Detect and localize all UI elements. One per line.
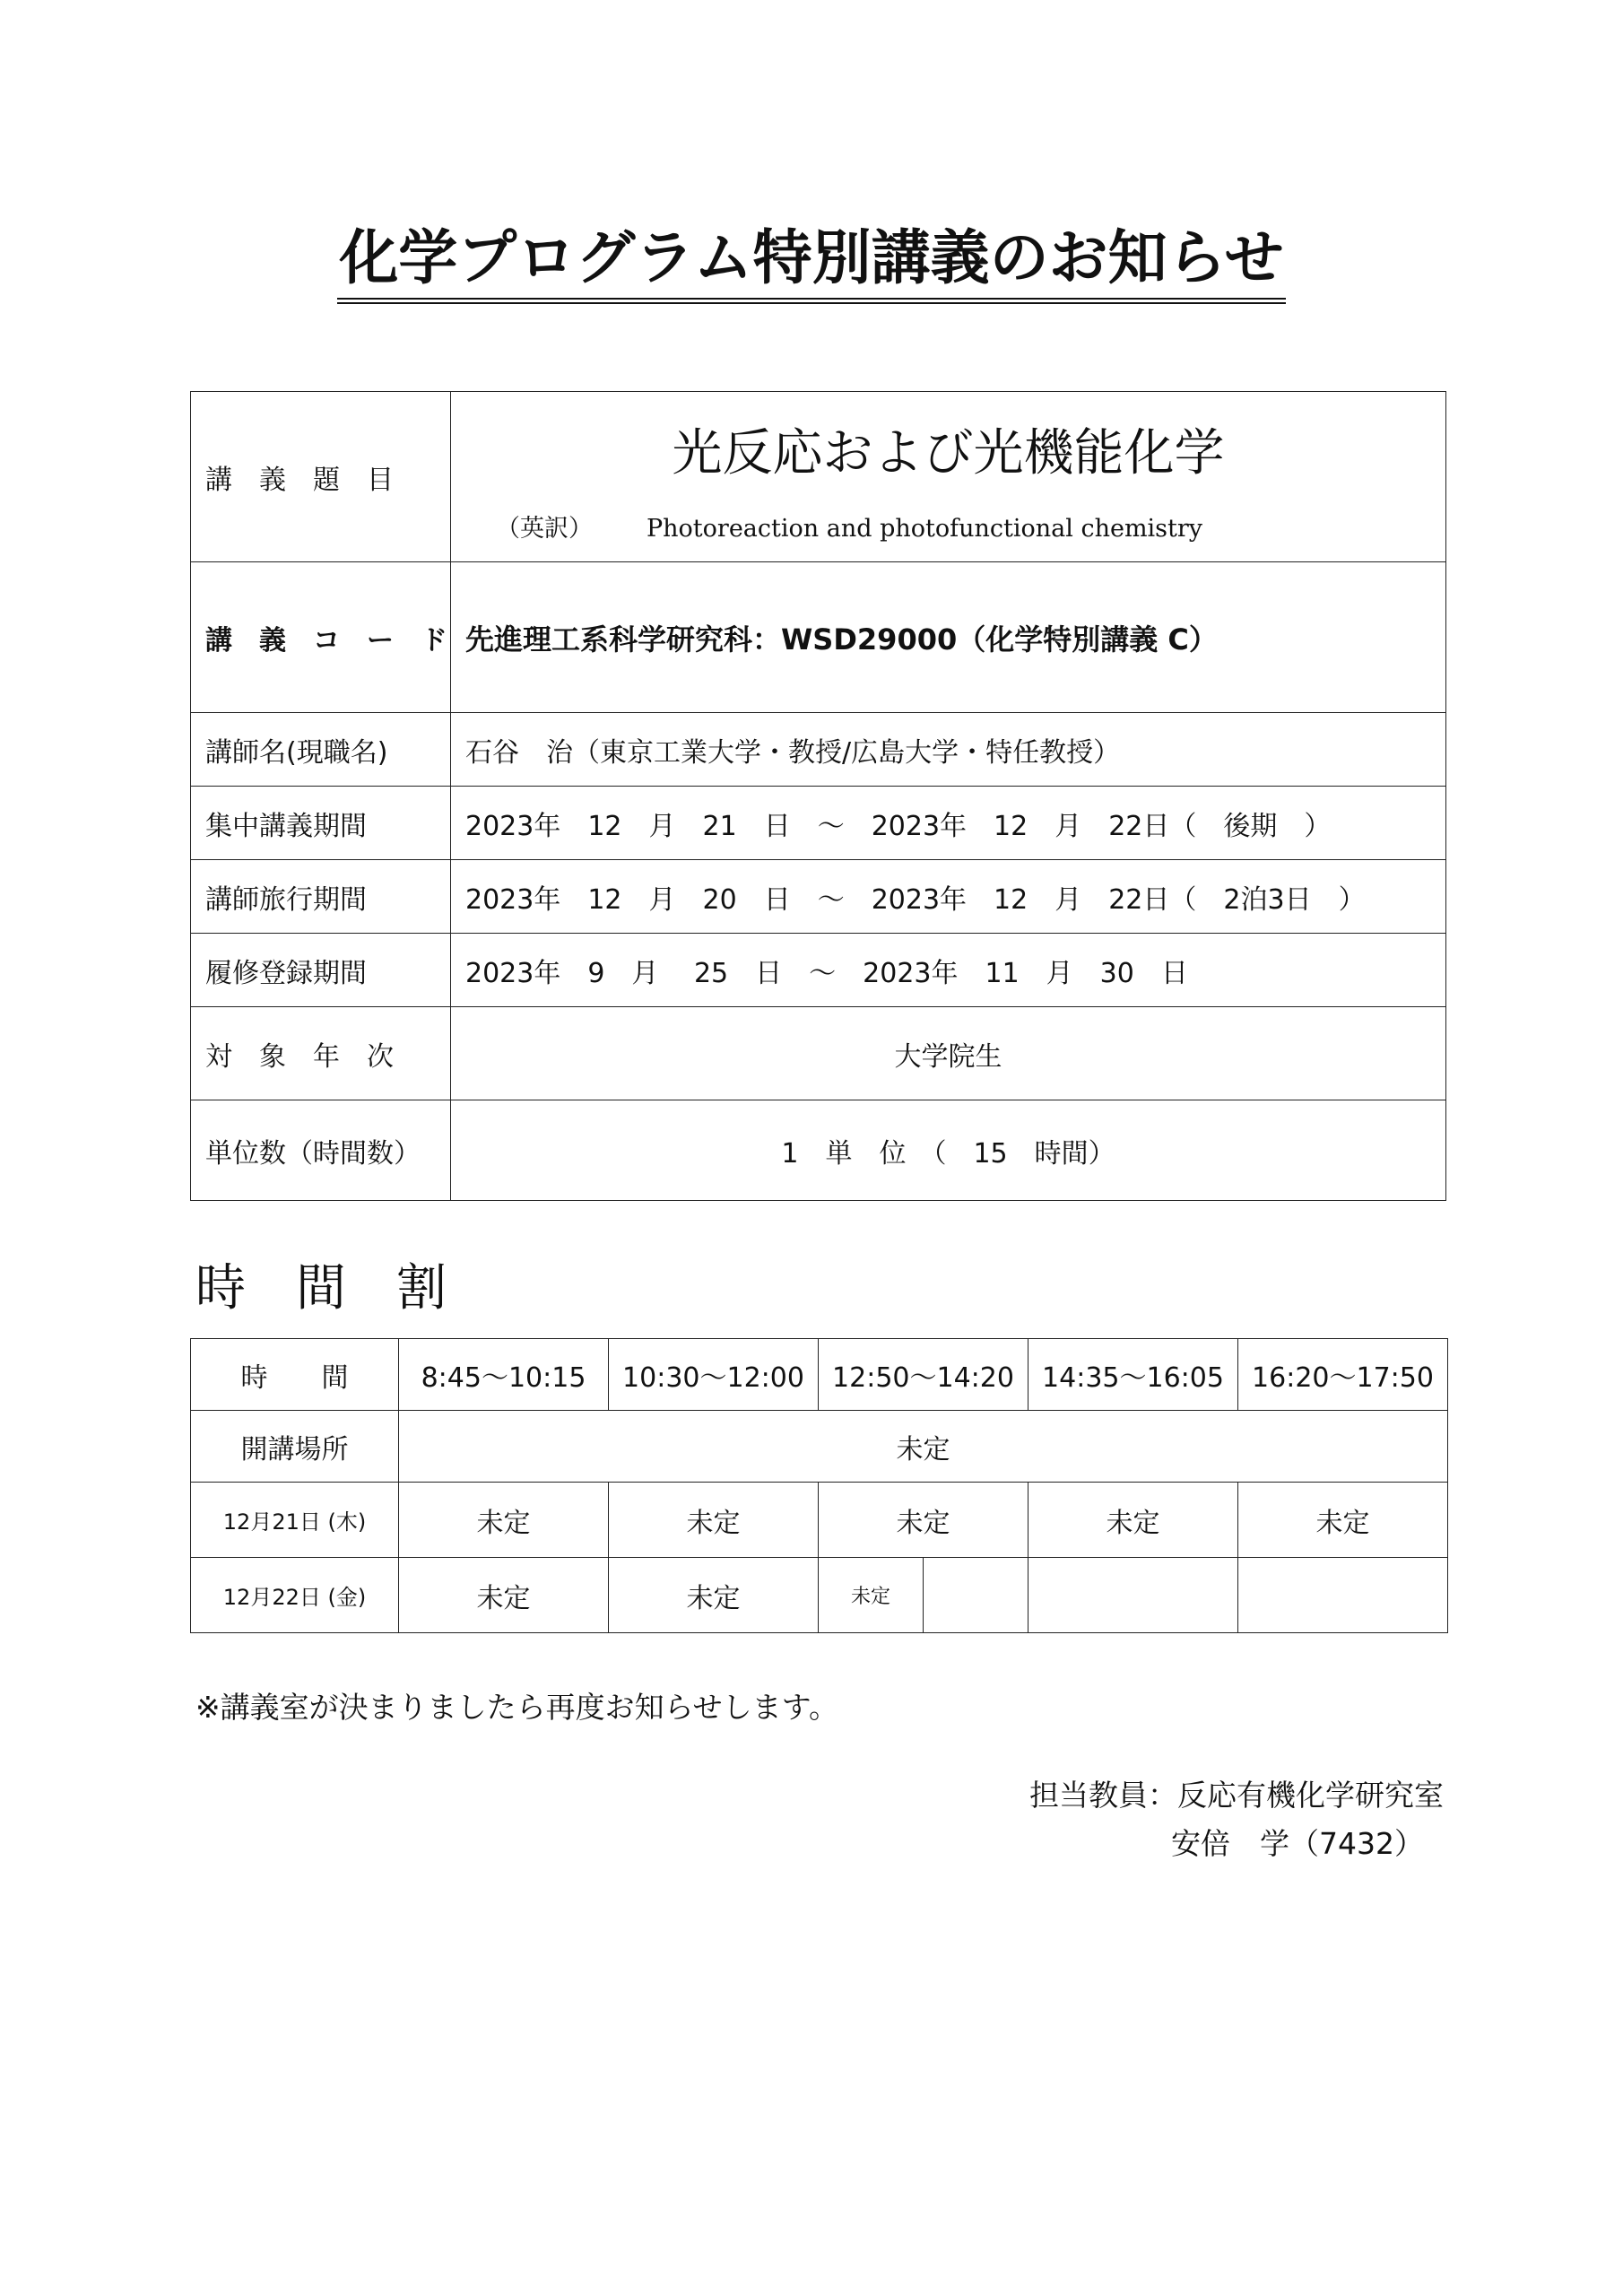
subject-english [451, 509, 1445, 544]
code-label: 講 義 コ ー ド [191, 562, 451, 713]
row-credits [191, 1100, 1446, 1201]
subject-label: 講 義 題 目 [191, 392, 451, 562]
day2-cell: 未定 [609, 1558, 819, 1633]
registration-value: 2023年 9 月 25 日 ～ 2023年 11 月 30 日 [451, 934, 1446, 1007]
registration-label: 履修登録期間 [191, 934, 451, 1007]
page-title-container [0, 222, 1623, 304]
timetable-heading: 時 間 割 [195, 1259, 447, 1318]
day2-cell: 未定 [819, 1558, 924, 1633]
day1-cell: 未定 [609, 1483, 819, 1558]
contact-department: 担当教員：反応有機化学研究室 [1029, 1778, 1444, 1813]
time-label: 時 間 [191, 1339, 399, 1411]
row-registration [191, 934, 1446, 1007]
room-note: ※講義室が決まりましたら再度お知らせします。 [195, 1690, 839, 1725]
row-subject [191, 392, 1446, 562]
row-code [191, 562, 1446, 713]
timetable-day2-row [191, 1558, 1448, 1633]
intensive-value: 2023年 12 月 21 日 ～ 2023年 12 月 22日（ 後期 ） [451, 787, 1446, 860]
page-title: 化学プログラム特別講義のお知らせ [337, 222, 1285, 304]
subject-cell [451, 392, 1446, 562]
subject-title: 光反応および光機能化学 [672, 424, 1225, 483]
travel-label: 講師旅行期間 [191, 860, 451, 934]
timetable-time-row [191, 1339, 1448, 1411]
timetable-day1-row [191, 1483, 1448, 1558]
contact-person: 安倍 学（7432） [1171, 1826, 1424, 1861]
code-value: 先進理工系科学研究科：WSD29000（化学特別講義 C） [451, 562, 1446, 713]
english-tag: （英訳） [496, 515, 593, 543]
time-slot: 10:30～12:00 [609, 1339, 819, 1411]
day1-cell: 未定 [1238, 1483, 1448, 1558]
row-target [191, 1007, 1446, 1100]
timetable-table [190, 1338, 1448, 1633]
day2-cell: 未定 [399, 1558, 609, 1633]
day2-label: 12月22日 (金) [191, 1558, 399, 1633]
venue-label: 開講場所 [191, 1411, 399, 1483]
lecturer-value: 石谷 治（東京工業大学・教授/広島大学・特任教授） [451, 713, 1446, 787]
day1-cell: 未定 [1028, 1483, 1238, 1558]
row-lecturer [191, 713, 1446, 787]
day1-label: 12月21日 (木) [191, 1483, 399, 1558]
time-slot: 8:45～10:15 [399, 1339, 609, 1411]
row-intensive [191, 787, 1446, 860]
travel-value: 2023年 12 月 20 日 ～ 2023年 12 月 22日（ 2泊3日 ） [451, 860, 1446, 934]
time-slot: 16:20～17:50 [1238, 1339, 1448, 1411]
timetable-venue-row [191, 1411, 1448, 1483]
row-travel [191, 860, 1446, 934]
time-slot: 12:50～14:20 [819, 1339, 1028, 1411]
intensive-label: 集中講義期間 [191, 787, 451, 860]
day1-cell: 未定 [819, 1483, 1028, 1558]
venue-value: 未定 [399, 1411, 1448, 1483]
target-label: 対 象 年 次 [191, 1007, 451, 1100]
day2-empty-cell [1238, 1558, 1448, 1633]
english-title: Photoreaction and photofunctional chemistry [647, 515, 1203, 543]
lecturer-label: 講師名(現職名) [191, 713, 451, 787]
day2-empty-cell [924, 1558, 1028, 1633]
course-info-table [190, 391, 1446, 1201]
day2-empty-cell [1028, 1558, 1238, 1633]
target-value: 大学院生 [451, 1007, 1446, 1100]
day1-cell: 未定 [399, 1483, 609, 1558]
credits-label: 単位数（時間数） [191, 1100, 451, 1201]
credits-value: 1 単 位 （ 15 時間） [451, 1100, 1446, 1201]
time-slot: 14:35～16:05 [1028, 1339, 1238, 1411]
